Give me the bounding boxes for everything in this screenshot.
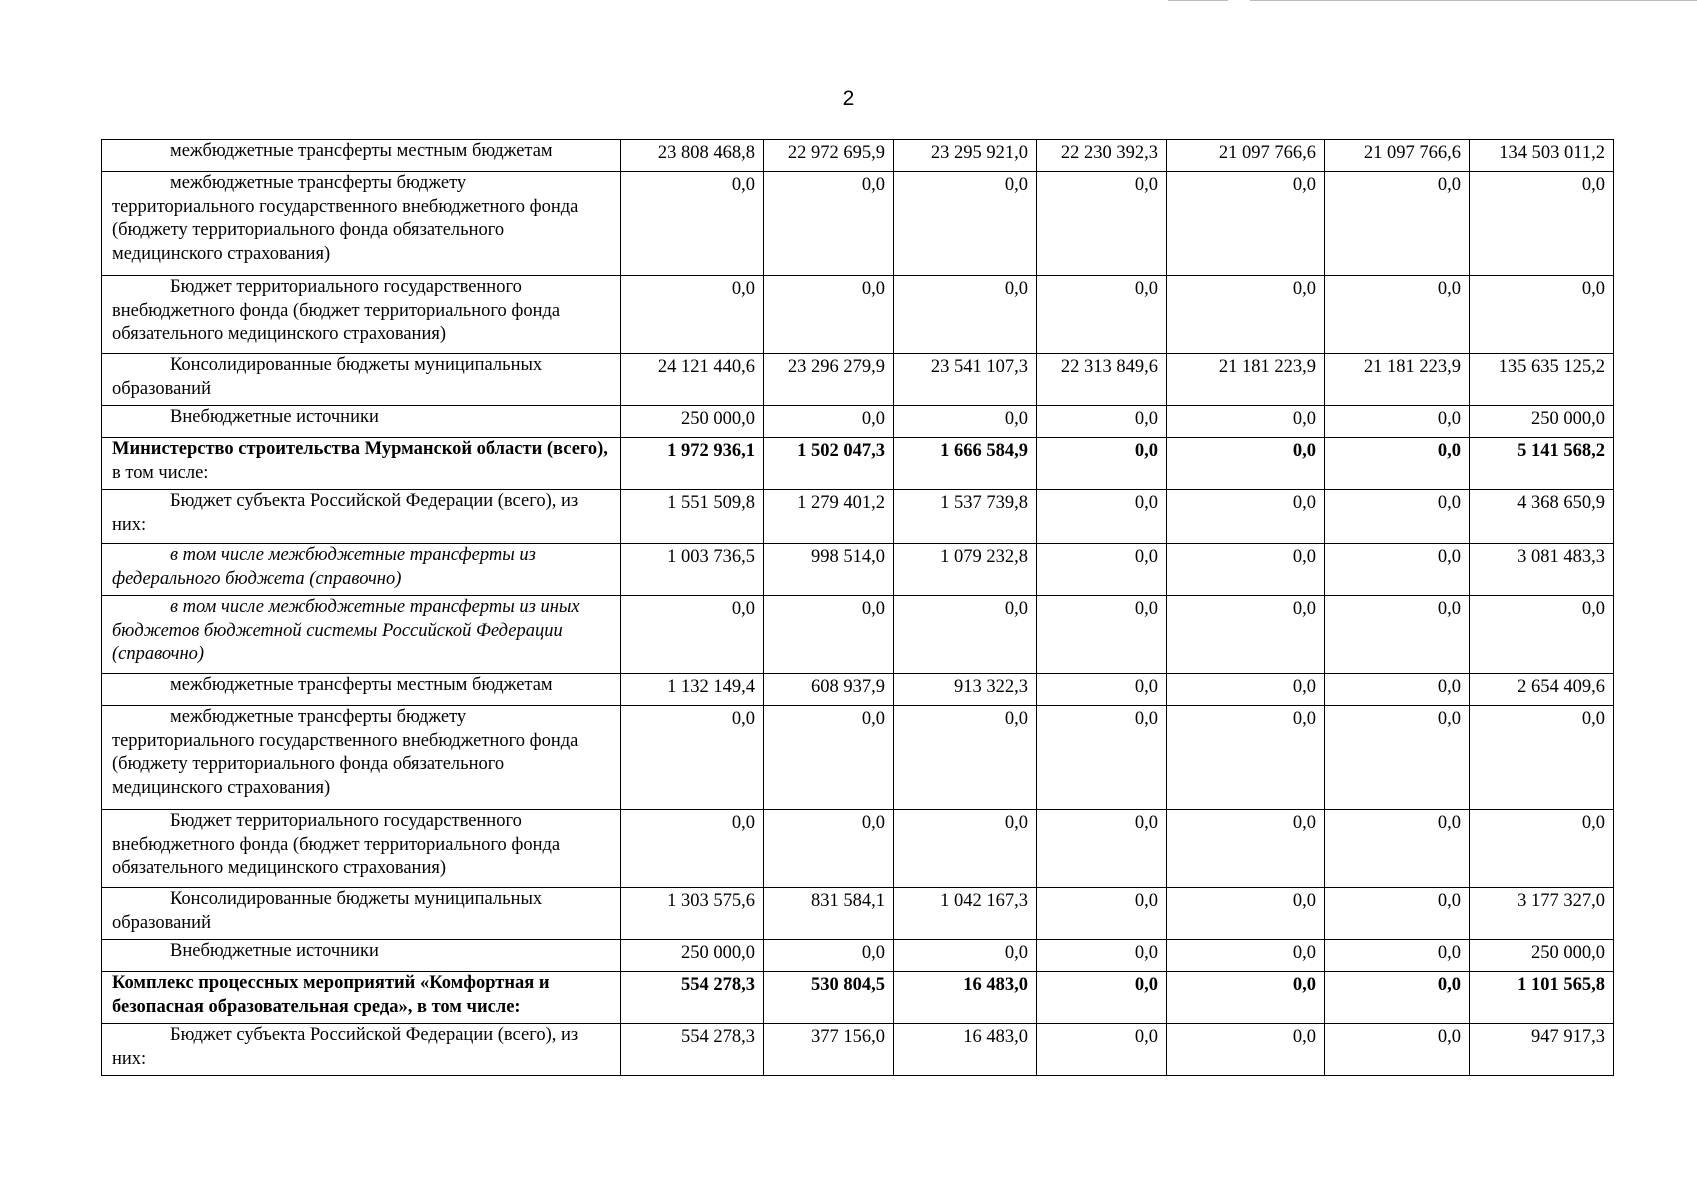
value-cell: 1 132 149,4: [621, 674, 764, 706]
row-label: межбюджетные трансферты местным бюджетам: [102, 674, 621, 706]
value-cell: 0,0: [621, 596, 764, 674]
value-cell: 135 635 125,2: [1470, 354, 1614, 406]
value-cell: 1 101 565,8: [1470, 972, 1614, 1024]
value-cell: 250 000,0: [621, 940, 764, 972]
table-row: [102, 674, 1614, 706]
value-cell: 0,0: [1037, 706, 1167, 810]
value-cell: 21 097 766,6: [1167, 140, 1325, 172]
value-cell: 23 295 921,0: [894, 140, 1037, 172]
value-cell: 0,0: [764, 940, 894, 972]
value-cell: 608 937,9: [764, 674, 894, 706]
value-cell: 21 181 223,9: [1167, 354, 1325, 406]
table-row: [102, 810, 1614, 888]
value-cell: 0,0: [1167, 596, 1325, 674]
value-cell: 0,0: [1037, 438, 1167, 490]
row-label: Бюджет субъекта Российской Федерации (всего), из них:: [102, 1024, 621, 1076]
value-cell: 0,0: [1037, 674, 1167, 706]
value-cell: 0,0: [1470, 706, 1614, 810]
value-cell: 0,0: [1037, 596, 1167, 674]
value-cell: 0,0: [621, 276, 764, 354]
value-cell: 831 584,1: [764, 888, 894, 940]
value-cell: 23 541 107,3: [894, 354, 1037, 406]
value-cell: 0,0: [764, 172, 894, 276]
value-cell: 0,0: [1325, 888, 1470, 940]
value-cell: 0,0: [1037, 544, 1167, 596]
value-cell: 0,0: [764, 406, 894, 438]
value-cell: 0,0: [1325, 674, 1470, 706]
row-label: Бюджет территориального государственного внебюджетного фонда (бюджет территориального фонда обязательного медицинского страхования): [102, 810, 621, 888]
value-cell: 998 514,0: [764, 544, 894, 596]
value-cell: 0,0: [1325, 490, 1470, 544]
table-row: [102, 490, 1614, 544]
table-row: [102, 140, 1614, 172]
value-cell: 1 003 736,5: [621, 544, 764, 596]
value-cell: 0,0: [1037, 172, 1167, 276]
value-cell: 0,0: [894, 406, 1037, 438]
value-cell: 1 303 575,6: [621, 888, 764, 940]
value-cell: 0,0: [894, 940, 1037, 972]
table-row: [102, 596, 1614, 674]
value-cell: 0,0: [1167, 172, 1325, 276]
row-label: Внебюджетные источники: [102, 940, 621, 972]
value-cell: 1 972 936,1: [621, 438, 764, 490]
value-cell: 1 551 509,8: [621, 490, 764, 544]
value-cell: 0,0: [1167, 940, 1325, 972]
value-cell: 1 666 584,9: [894, 438, 1037, 490]
value-cell: 250 000,0: [621, 406, 764, 438]
value-cell: 16 483,0: [894, 972, 1037, 1024]
table-row: [102, 276, 1614, 354]
value-cell: 1 079 232,8: [894, 544, 1037, 596]
value-cell: 0,0: [1325, 172, 1470, 276]
value-cell: 24 121 440,6: [621, 354, 764, 406]
value-cell: 0,0: [1325, 406, 1470, 438]
row-label-rest: в том числе:: [112, 462, 209, 483]
row-label: межбюджетные трансферты бюджету территориального государственного внебюджетного фонда (бюджету территориального фонда обязательного медицинского страхования): [102, 172, 621, 276]
budget-table: [101, 139, 1614, 1076]
value-cell: 0,0: [1167, 674, 1325, 706]
value-cell: 21 181 223,9: [1325, 354, 1470, 406]
table-row: [102, 354, 1614, 406]
row-label: межбюджетные трансферты бюджету территориального государственного внебюджетного фонда (бюджету территориального фонда обязательного медицинского страхования): [102, 706, 621, 810]
value-cell: 250 000,0: [1470, 940, 1614, 972]
value-cell: 1 042 167,3: [894, 888, 1037, 940]
page-number: 2: [842, 87, 855, 110]
value-cell: 0,0: [1167, 544, 1325, 596]
row-label: Консолидированные бюджеты муниципальных образований: [102, 888, 621, 940]
value-cell: 0,0: [1167, 706, 1325, 810]
value-cell: 0,0: [1167, 406, 1325, 438]
table-row: [102, 972, 1614, 1024]
value-cell: 0,0: [1167, 438, 1325, 490]
value-cell: 1 279 401,2: [764, 490, 894, 544]
table-row: [102, 888, 1614, 940]
value-cell: 23 296 279,9: [764, 354, 894, 406]
value-cell: 0,0: [1037, 972, 1167, 1024]
value-cell: 0,0: [1037, 810, 1167, 888]
value-cell: 22 230 392,3: [1037, 140, 1167, 172]
row-label: Внебюджетные источники: [102, 406, 621, 438]
value-cell: 0,0: [1167, 490, 1325, 544]
row-label: Комплекс процессных мероприятий «Комфортная и безопасная образовательная среда», в том числе:: [102, 972, 621, 1024]
value-cell: 250 000,0: [1470, 406, 1614, 438]
value-cell: 0,0: [764, 810, 894, 888]
value-cell: 0,0: [1325, 276, 1470, 354]
value-cell: 0,0: [1325, 596, 1470, 674]
row-label: Бюджет территориального государственного внебюджетного фонда (бюджет территориального фонда обязательного медицинского страхования): [102, 276, 621, 354]
value-cell: 0,0: [1037, 406, 1167, 438]
table-row: [102, 706, 1614, 810]
value-cell: 1 537 739,8: [894, 490, 1037, 544]
value-cell: 3 177 327,0: [1470, 888, 1614, 940]
value-cell: 0,0: [1325, 810, 1470, 888]
value-cell: 0,0: [1167, 276, 1325, 354]
value-cell: 16 483,0: [894, 1024, 1037, 1076]
value-cell: 554 278,3: [621, 1024, 764, 1076]
value-cell: 0,0: [1037, 888, 1167, 940]
value-cell: 21 097 766,6: [1325, 140, 1470, 172]
scan-artifact: [1250, 0, 1697, 1]
value-cell: 5 141 568,2: [1470, 438, 1614, 490]
table-row: [102, 940, 1614, 972]
value-cell: 0,0: [1325, 940, 1470, 972]
value-cell: 0,0: [1037, 490, 1167, 544]
value-cell: 0,0: [1325, 972, 1470, 1024]
value-cell: 0,0: [764, 596, 894, 674]
value-cell: 0,0: [894, 596, 1037, 674]
table-row: [102, 172, 1614, 276]
table-row: [102, 544, 1614, 596]
value-cell: 0,0: [621, 706, 764, 810]
value-cell: 0,0: [1167, 810, 1325, 888]
value-cell: 0,0: [764, 276, 894, 354]
value-cell: 0,0: [1167, 888, 1325, 940]
value-cell: 0,0: [621, 810, 764, 888]
value-cell: 0,0: [894, 810, 1037, 888]
scan-artifact: [1168, 0, 1228, 1]
value-cell: 947 917,3: [1470, 1024, 1614, 1076]
value-cell: 2 654 409,6: [1470, 674, 1614, 706]
row-label: в том числе межбюджетные трансферты из федерального бюджета (справочно): [102, 544, 621, 596]
value-cell: 554 278,3: [621, 972, 764, 1024]
value-cell: 0,0: [1167, 972, 1325, 1024]
value-cell: 0,0: [894, 276, 1037, 354]
value-cell: 22 313 849,6: [1037, 354, 1167, 406]
value-cell: 0,0: [1470, 596, 1614, 674]
value-cell: 1 502 047,3: [764, 438, 894, 490]
value-cell: 4 368 650,9: [1470, 490, 1614, 544]
value-cell: 0,0: [894, 706, 1037, 810]
row-label-bold: Министерство строительства Мурманской области (всего),: [112, 439, 608, 459]
table-row: [102, 438, 1614, 490]
row-label: в том числе межбюджетные трансферты из иных бюджетов бюджетной системы Российской Федерации (справочно): [102, 596, 621, 674]
value-cell: 0,0: [1470, 276, 1614, 354]
row-label: [102, 438, 621, 490]
table-row: [102, 406, 1614, 438]
row-label: Бюджет субъекта Российской Федерации (всего), из них:: [102, 490, 621, 544]
value-cell: 23 808 468,8: [621, 140, 764, 172]
value-cell: 0,0: [1325, 1024, 1470, 1076]
value-cell: 377 156,0: [764, 1024, 894, 1076]
value-cell: 134 503 011,2: [1470, 140, 1614, 172]
value-cell: 0,0: [1325, 706, 1470, 810]
value-cell: 0,0: [1325, 544, 1470, 596]
value-cell: 0,0: [1167, 1024, 1325, 1076]
row-label: межбюджетные трансферты местным бюджетам: [102, 140, 621, 172]
value-cell: 0,0: [621, 172, 764, 276]
value-cell: 22 972 695,9: [764, 140, 894, 172]
value-cell: 0,0: [1470, 810, 1614, 888]
row-label: Консолидированные бюджеты муниципальных образований: [102, 354, 621, 406]
value-cell: 0,0: [1037, 940, 1167, 972]
value-cell: 0,0: [764, 706, 894, 810]
value-cell: 0,0: [894, 172, 1037, 276]
value-cell: 0,0: [1470, 172, 1614, 276]
value-cell: 0,0: [1037, 276, 1167, 354]
value-cell: 913 322,3: [894, 674, 1037, 706]
table-row: [102, 1024, 1614, 1076]
value-cell: 3 081 483,3: [1470, 544, 1614, 596]
value-cell: 530 804,5: [764, 972, 894, 1024]
value-cell: 0,0: [1037, 1024, 1167, 1076]
value-cell: 0,0: [1325, 438, 1470, 490]
